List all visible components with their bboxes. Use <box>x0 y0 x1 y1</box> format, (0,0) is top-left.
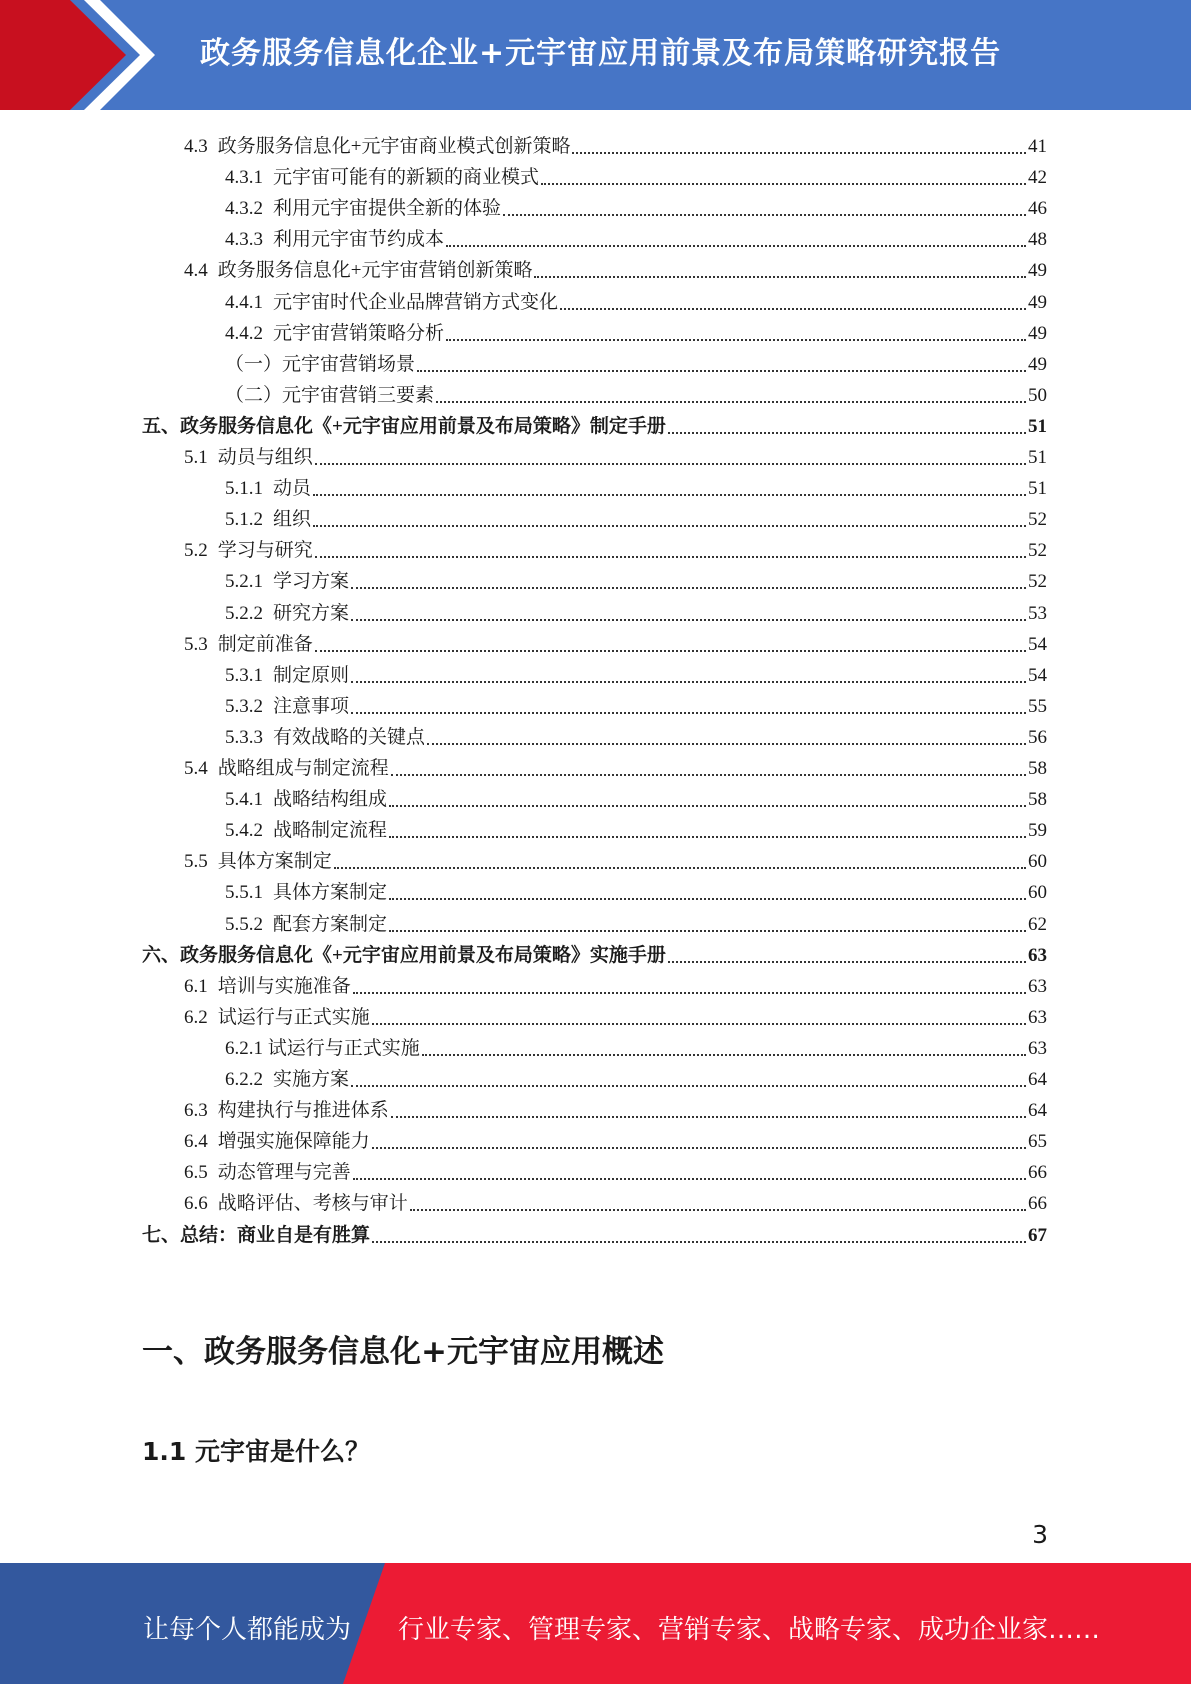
toc-entry[interactable] <box>225 874 1047 905</box>
toc-entry-text: （一）元宇宙营销场景 <box>225 353 416 375</box>
toc-entry-number: 4.3.2 <box>225 198 263 220</box>
toc-entry-number: 5.5 <box>184 851 208 873</box>
toc-entry[interactable] <box>225 377 1047 408</box>
toc-dot-leader <box>353 992 1026 994</box>
toc-entry-page: 48 <box>1028 229 1047 251</box>
toc-entry[interactable] <box>184 128 1047 159</box>
toc-dot-leader <box>315 463 1026 465</box>
toc-entry-label <box>184 975 351 999</box>
toc-entry-label <box>225 353 415 377</box>
toc-entry-label <box>225 166 539 190</box>
toc-entry-text: 动态管理与完善 <box>217 1162 351 1184</box>
toc-entry-label <box>225 508 311 532</box>
toc-entry-number: 5.3.2 <box>225 695 263 717</box>
toc-entry-page: 65 <box>1028 1131 1047 1153</box>
toc-entry-text: 学习与研究 <box>217 540 313 562</box>
toc-entry-label <box>184 446 313 470</box>
toc-entry-number: 5.1 <box>184 447 208 468</box>
toc-dot-leader <box>534 276 1026 278</box>
toc-entry-number: 6.4 <box>184 1131 208 1153</box>
toc-entry-text: 试运行与正式实施 <box>217 1006 370 1028</box>
toc-entry-number: 4.3 <box>184 136 208 157</box>
toc-entry-label <box>184 633 313 657</box>
toc-entry-page: 54 <box>1028 633 1047 655</box>
toc-entry-page: 41 <box>1028 136 1047 157</box>
toc-entry-page: 52 <box>1028 540 1047 562</box>
toc-entry[interactable] <box>184 1154 1047 1185</box>
toc-entry[interactable] <box>225 346 1047 377</box>
toc-entry[interactable] <box>184 999 1047 1030</box>
toc-entry-text: 五、政务服务信息化《+元宇宙应用前景及布局策略》制定手册 <box>142 415 666 437</box>
toc-entry-label <box>225 726 425 750</box>
toc-entry-page: 56 <box>1028 726 1047 748</box>
toc-entry-label <box>184 1161 351 1185</box>
toc-entry-number: 5.2 <box>184 540 208 562</box>
toc-entry-text: 学习方案 <box>273 571 350 593</box>
toc-entry[interactable] <box>142 937 1047 968</box>
page-number: 3 <box>1032 1520 1048 1549</box>
toc-entry-label <box>225 570 349 594</box>
toc-dot-leader <box>541 183 1026 185</box>
toc-entry-text: 配套方案制定 <box>273 913 388 935</box>
toc-dot-leader <box>372 1147 1026 1149</box>
toc-dot-leader <box>410 1209 1026 1211</box>
toc-entry-page: 42 <box>1028 167 1047 189</box>
toc-entry-page: 51 <box>1028 447 1047 468</box>
toc-entry-text: 战略结构组成 <box>273 789 388 811</box>
toc-entry-page: 49 <box>1028 260 1047 282</box>
toc-entry-label <box>225 228 444 252</box>
toc-entry-number: 6.6 <box>184 1193 208 1215</box>
toc-entry-text: 6.2.1 试运行与正式实施 <box>225 1037 420 1059</box>
toc-entry-label <box>225 881 387 905</box>
toc-entry[interactable] <box>225 719 1047 750</box>
toc-entry-number: 5.1.1 <box>225 478 263 500</box>
toc-entry[interactable] <box>142 408 1047 439</box>
toc-entry-label <box>225 384 434 408</box>
toc-entry-label <box>225 602 349 626</box>
toc-entry[interactable] <box>225 315 1047 346</box>
toc-dot-leader <box>436 401 1026 403</box>
toc-entry-label <box>184 1006 370 1030</box>
toc-entry[interactable] <box>225 284 1047 315</box>
toc-entry-label <box>225 291 558 315</box>
toc-dot-leader <box>351 681 1026 683</box>
toc-entry-number: 5.4 <box>184 758 208 779</box>
toc-entry-label <box>142 415 666 439</box>
toc-entry-text: 战略制定流程 <box>273 820 388 842</box>
toc-entry-page: 63 <box>1028 1006 1047 1028</box>
toc-entry-number: 4.4 <box>184 260 208 282</box>
footer-slogan-left: 让每个人都能成为 <box>143 1615 352 1645</box>
toc-entry[interactable] <box>225 595 1047 626</box>
toc-entry-text: 政务服务信息化+元宇宙营销创新策略 <box>217 260 533 282</box>
toc-entry-text: 元宇宙时代企业品牌营销方式变化 <box>273 291 559 313</box>
toc-entry[interactable] <box>225 812 1047 843</box>
header-title: 政务服务信息化企业+元宇宙应用前景及布局策略研究报告 <box>200 36 1002 71</box>
toc-entry-number: 6.3 <box>184 1100 208 1122</box>
toc-entry[interactable] <box>225 501 1047 532</box>
toc-entry-page: 46 <box>1028 198 1047 220</box>
toc-entry-number: 5.1.2 <box>225 509 263 531</box>
toc-entry-label <box>225 197 501 221</box>
toc-entry-number: 5.5.2 <box>225 913 263 935</box>
toc-dot-leader <box>315 650 1026 652</box>
toc-entry-number: 4.4.2 <box>225 322 263 344</box>
toc-entry-text: 元宇宙可能有的新颖的商业模式 <box>273 167 540 189</box>
toc-dot-leader <box>389 836 1026 838</box>
toc-entry-page: 66 <box>1028 1193 1047 1215</box>
toc-dot-leader <box>391 774 1026 776</box>
toc-entry-text: 具体方案制定 <box>273 882 388 904</box>
footer-slogan-right: 行业专家、管理专家、营销专家、战略专家、成功企业家…… <box>398 1615 1101 1645</box>
toc-dot-leader <box>353 1178 1026 1180</box>
toc-entry-label <box>184 259 532 283</box>
toc-entry[interactable] <box>184 1185 1047 1216</box>
toc-entry-number: 5.5.1 <box>225 882 263 904</box>
toc-entry-page: 52 <box>1028 509 1047 531</box>
toc-entry-number: 5.2.2 <box>225 602 263 624</box>
toc-dot-leader <box>503 214 1026 216</box>
toc-dot-leader <box>351 712 1026 714</box>
toc-entry[interactable] <box>225 1061 1047 1092</box>
toc-dot-leader <box>391 1116 1026 1118</box>
toc-entry-page: 58 <box>1028 789 1047 811</box>
toc-entry-page: 52 <box>1028 571 1047 593</box>
toc-entry-text: 构建执行与推进体系 <box>217 1100 389 1122</box>
toc-entry[interactable] <box>184 626 1047 657</box>
toc-entry-text: 战略组成与制定流程 <box>217 758 389 779</box>
toc-entry[interactable] <box>184 1123 1047 1154</box>
toc-entry-page: 53 <box>1028 602 1047 624</box>
toc-entry-page: 67 <box>1028 1224 1047 1246</box>
toc-entry-number: 5.3.1 <box>225 664 263 686</box>
toc-entry-page: 60 <box>1028 851 1047 873</box>
toc-entry-text: 政务服务信息化+元宇宙商业模式创新策略 <box>217 136 571 157</box>
toc-dot-leader <box>313 525 1026 527</box>
toc-entry-label <box>184 1099 389 1123</box>
toc-entry[interactable] <box>184 532 1047 563</box>
toc-entry-number: 5.3.3 <box>225 726 263 748</box>
toc-entry[interactable] <box>225 781 1047 812</box>
toc-dot-leader <box>389 805 1026 807</box>
toc-entry-page: 49 <box>1028 322 1047 344</box>
toc-entry-page: 55 <box>1028 695 1047 717</box>
toc-entry-label <box>142 1224 370 1248</box>
toc-dot-leader <box>560 308 1026 310</box>
toc-dot-leader <box>389 898 1026 900</box>
toc-entry-number: 4.4.1 <box>225 291 263 313</box>
toc-entry-number: 5.2.1 <box>225 571 263 593</box>
toc-dot-leader <box>668 432 1026 434</box>
toc-entry-label <box>225 1068 349 1092</box>
toc-entry-text: 利用元宇宙节约成本 <box>273 229 445 251</box>
toc-entry-text: 七、总结：商业自是有胜算 <box>142 1224 371 1246</box>
subsection-heading: 1.1 元宇宙是什么？ <box>142 1437 370 1466</box>
toc-dot-leader <box>417 370 1026 372</box>
toc-entry-page: 49 <box>1028 291 1047 313</box>
toc-entry-text: 增强实施保障能力 <box>217 1131 370 1153</box>
toc-entry[interactable] <box>184 439 1047 470</box>
toc-entry-label <box>225 695 349 719</box>
toc-entry-page: 51 <box>1028 478 1047 500</box>
toc-entry-page: 66 <box>1028 1162 1047 1184</box>
toc-entry-number: 4.3.1 <box>225 167 263 189</box>
toc-entry[interactable] <box>225 1030 1047 1061</box>
toc-entry-text: 研究方案 <box>273 602 350 624</box>
toc-entry-page: 64 <box>1028 1069 1047 1090</box>
toc-entry-text: 利用元宇宙提供全新的体验 <box>273 198 502 220</box>
toc-dot-leader <box>351 1085 1026 1087</box>
toc-entry-page: 51 <box>1028 415 1047 437</box>
toc-entry-page: 63 <box>1028 1037 1047 1059</box>
toc-entry-text: 战略评估、考核与审计 <box>217 1193 408 1215</box>
toc-entry-number: 4.3.3 <box>225 229 263 251</box>
toc-dot-leader <box>389 930 1026 932</box>
toc-entry-text: 六、政务服务信息化《+元宇宙应用前景及布局策略》实施手册 <box>142 944 666 966</box>
toc-dot-leader <box>446 339 1026 341</box>
toc-entry-text: （二）元宇宙营销三要素 <box>225 384 435 406</box>
toc-entry-number: 5.4.2 <box>225 820 263 842</box>
toc-entry-page: 54 <box>1028 664 1047 686</box>
toc-entry-page: 49 <box>1028 353 1047 375</box>
toc-entry-page: 58 <box>1028 758 1047 779</box>
toc-entry-label <box>225 664 349 688</box>
page-header <box>0 0 1191 110</box>
toc-dot-leader <box>572 152 1026 154</box>
toc-entry-text: 动员 <box>273 478 312 500</box>
toc-entry[interactable] <box>225 159 1047 190</box>
toc-entry-number: 5.4.1 <box>225 789 263 811</box>
toc-entry[interactable] <box>225 190 1047 221</box>
toc-entry-page: 60 <box>1028 882 1047 904</box>
toc-entry-text: 有效战略的关键点 <box>273 726 426 748</box>
toc-entry-label <box>142 944 666 968</box>
toc-entry[interactable] <box>225 906 1047 937</box>
toc-entry-label <box>225 788 387 812</box>
toc-entry-number: 5.3 <box>184 633 208 655</box>
toc-entry-page: 59 <box>1028 820 1047 842</box>
toc-entry[interactable] <box>225 657 1047 688</box>
toc-entry[interactable] <box>184 1092 1047 1123</box>
toc-entry-text: 元宇宙营销策略分析 <box>273 322 445 344</box>
toc-entry-label <box>225 1037 420 1061</box>
toc-entry-text: 制定原则 <box>273 664 350 686</box>
toc-entry-label <box>184 539 313 563</box>
toc-entry-label <box>184 850 332 874</box>
toc-entry[interactable] <box>225 688 1047 719</box>
toc-entry[interactable] <box>225 563 1047 594</box>
toc-dot-leader <box>422 1054 1026 1056</box>
toc-entry-text: 制定前准备 <box>217 633 313 655</box>
toc-dot-leader <box>372 1241 1026 1243</box>
toc-dot-leader <box>446 245 1026 247</box>
toc-entry[interactable] <box>184 843 1047 874</box>
toc-entry-text: 动员与组织 <box>217 447 313 468</box>
toc-entry-number: 6.5 <box>184 1162 208 1184</box>
toc-dot-leader <box>668 961 1026 963</box>
toc-entry-number: 6.2.2 <box>225 1069 263 1090</box>
toc-entry-page: 50 <box>1028 384 1047 406</box>
toc-entry[interactable] <box>142 1217 1047 1248</box>
toc-entry-label <box>184 1130 370 1154</box>
toc-entry[interactable] <box>184 252 1047 283</box>
toc-dot-leader <box>313 494 1026 496</box>
toc-entry-page: 63 <box>1028 944 1047 966</box>
toc-entry-text: 实施方案 <box>273 1069 350 1090</box>
toc-entry[interactable] <box>225 470 1047 501</box>
toc-entry[interactable] <box>184 968 1047 999</box>
toc-entry-label <box>225 477 311 501</box>
toc-dot-leader <box>372 1023 1026 1025</box>
toc-dot-leader <box>351 587 1026 589</box>
toc-entry-page: 64 <box>1028 1100 1047 1122</box>
toc-entry-text: 具体方案制定 <box>217 851 332 873</box>
toc-entry-label <box>184 757 389 781</box>
toc-entry-page: 63 <box>1028 975 1047 997</box>
toc-entry[interactable] <box>184 750 1047 781</box>
toc-entry[interactable] <box>225 221 1047 252</box>
section-heading: 一、政务服务信息化+元宇宙应用概述 <box>142 1334 664 1370</box>
toc-dot-leader <box>351 619 1026 621</box>
toc-entry-number: 6.1 <box>184 975 208 997</box>
page-footer <box>0 1563 1191 1684</box>
toc-dot-leader <box>315 556 1026 558</box>
toc-entry-text: 注意事项 <box>273 695 350 717</box>
toc-entry-text: 组织 <box>273 509 312 531</box>
toc-entry-page: 62 <box>1028 913 1047 935</box>
toc-entry-label <box>225 913 387 937</box>
toc-entry-number: 6.2 <box>184 1006 208 1028</box>
toc-entry-label <box>184 135 570 159</box>
toc-dot-leader <box>334 867 1026 869</box>
toc-entry-label <box>225 322 444 346</box>
toc-entry-text: 培训与实施准备 <box>217 975 351 997</box>
toc-entry-label <box>225 819 387 843</box>
toc-entry-label <box>184 1192 408 1216</box>
toc-dot-leader <box>427 743 1026 745</box>
